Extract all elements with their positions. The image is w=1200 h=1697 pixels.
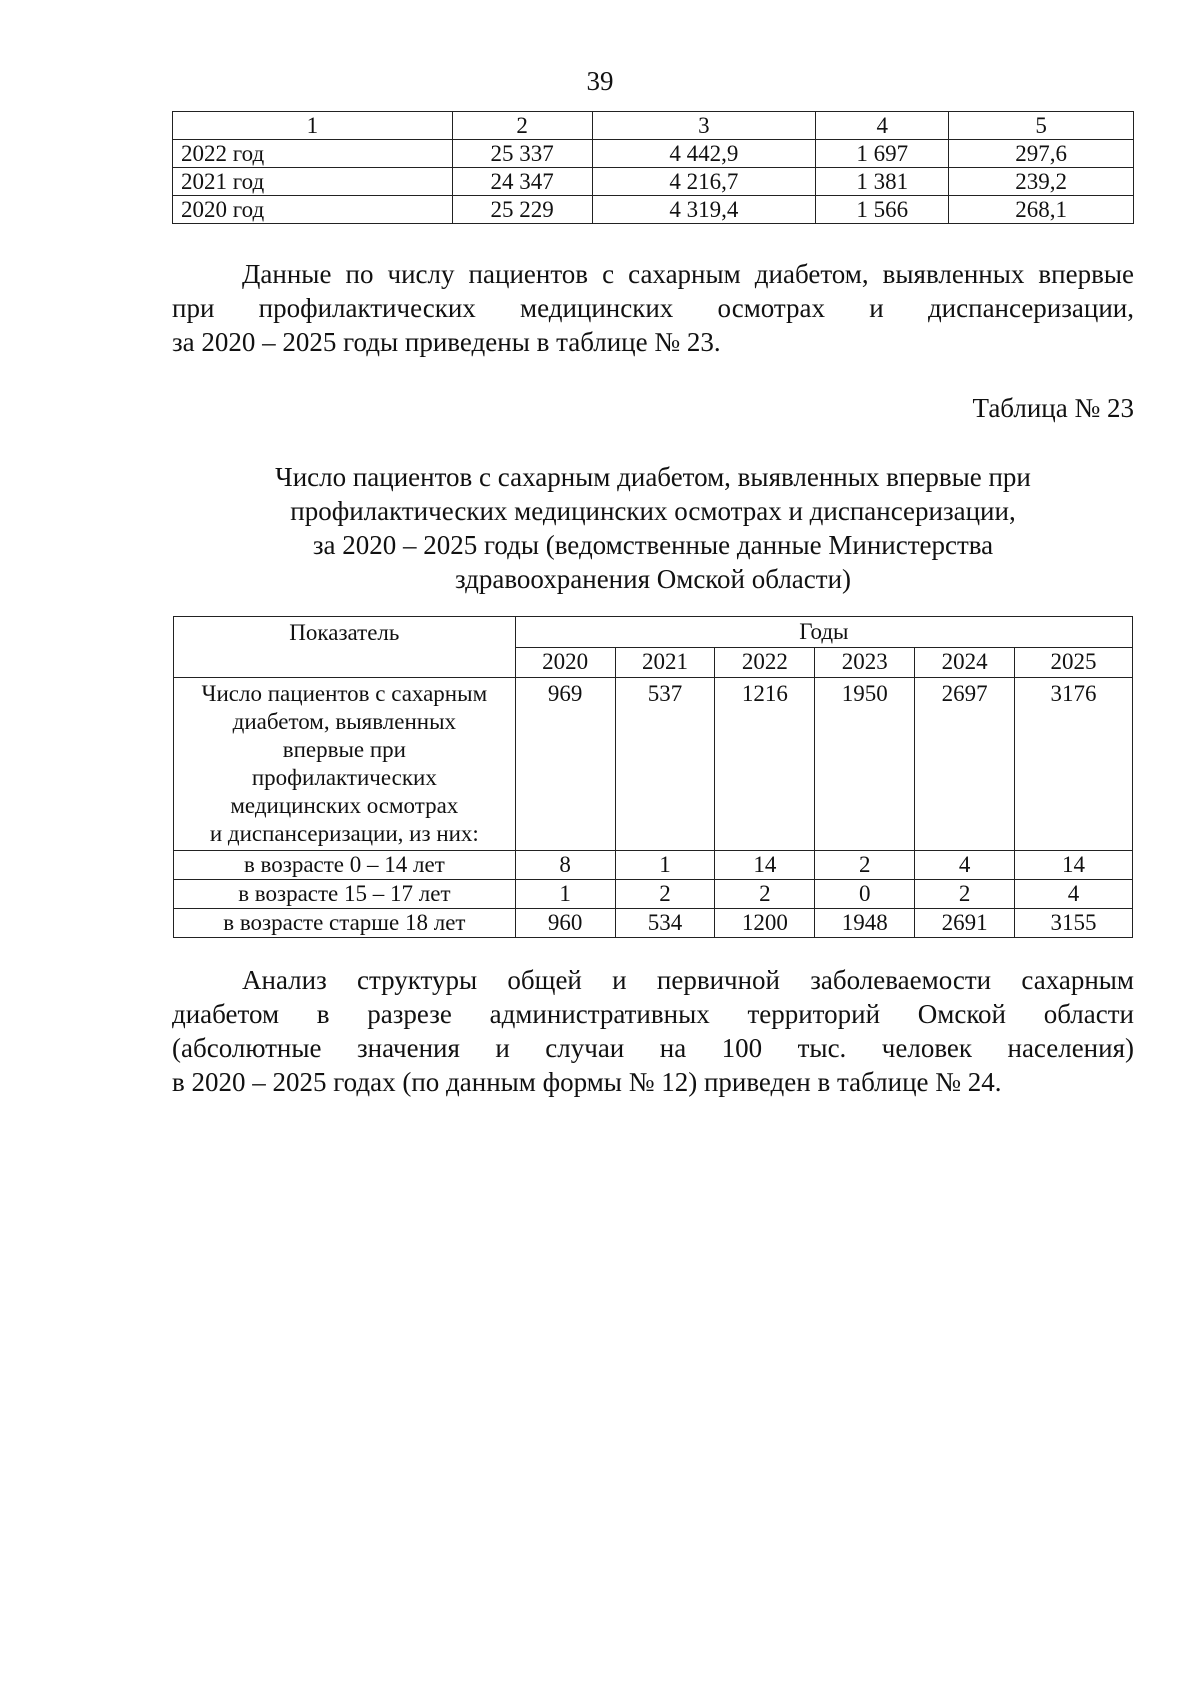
table-cell: 3155 <box>1015 909 1133 938</box>
table-cell: 2 <box>715 880 815 909</box>
paragraph-line: при профилактических медицинских осмотрах и диспансеризации, <box>172 293 1134 323</box>
table-cell: 25 337 <box>452 140 592 168</box>
table-cell: 8 <box>515 851 615 880</box>
table-cell: 1948 <box>815 909 915 938</box>
year-header: 2021 <box>615 647 715 678</box>
table-cell: 1 <box>515 880 615 909</box>
table-cell: 239,2 <box>949 168 1134 196</box>
table-cell: 4 319,4 <box>592 196 816 224</box>
table-cell: 0 <box>815 880 915 909</box>
table-row <box>173 140 1134 168</box>
table-row <box>173 196 1134 224</box>
table-cell: 2 <box>815 851 915 880</box>
table-row <box>173 168 1134 196</box>
intro-paragraph <box>172 257 1134 359</box>
table-cell: 4 216,7 <box>592 168 816 196</box>
table-cell: 14 <box>1015 851 1133 880</box>
table-cell: 297,6 <box>949 140 1134 168</box>
paragraph-line: за 2020 – 2025 годы приведены в таблице № 23. <box>172 327 721 357</box>
label-line: медицинских осмотрах <box>230 793 459 818</box>
paragraph-line: диабетом в разрезе административных территорий Омской области <box>172 999 1134 1029</box>
page-number: 39 <box>586 66 614 96</box>
table-row <box>174 880 1133 909</box>
table-cell: 2697 <box>915 678 1015 851</box>
table-cell: 1 <box>615 851 715 880</box>
years-header: Годы <box>515 617 1132 648</box>
table-cell: 969 <box>515 678 615 851</box>
table-header-row <box>173 112 1134 140</box>
column-number: 1 <box>173 112 453 140</box>
paragraph-line: Данные по числу пациентов с сахарным диабетом, выявленных впервые <box>242 259 1134 289</box>
label-line: и диспансеризации, из них: <box>209 821 479 846</box>
table-label: Таблица № 23 <box>972 393 1134 423</box>
table-header-row <box>174 617 1133 648</box>
year-header: 2020 <box>515 647 615 678</box>
table-cell: 1200 <box>715 909 815 938</box>
table-cell: 2691 <box>915 909 1015 938</box>
label-line: профилактических <box>251 765 437 790</box>
table-23 <box>173 616 1133 938</box>
table-row <box>174 909 1133 938</box>
title-line: профилактических медицинских осмотрах и диспансеризации, <box>290 496 1016 526</box>
paragraph-line: Анализ структуры общей и первичной заболеваемости сахарным <box>242 965 1134 995</box>
table-cell: 4 <box>1015 880 1133 909</box>
table-row <box>174 678 1133 851</box>
title-line: Число пациентов с сахарным диабетом, выявленных впервые при <box>275 462 1031 492</box>
table-cell: 2 <box>915 880 1015 909</box>
year-header: 2022 <box>715 647 815 678</box>
row-year: 2021 год <box>173 168 453 196</box>
table-cell: 24 347 <box>452 168 592 196</box>
row-year: 2020 год <box>173 196 453 224</box>
table-cell: 4 <box>915 851 1015 880</box>
age-group-label: в возрасте старше 18 лет <box>174 909 516 938</box>
table-cell: 1 381 <box>816 168 949 196</box>
age-group-label: в возрасте 0 – 14 лет <box>174 851 516 880</box>
table-cell: 14 <box>715 851 815 880</box>
paragraph-line: в 2020 – 2025 годах (по данным формы № 12) приведен в таблице № 24. <box>172 1067 1002 1097</box>
label-line: Число пациентов с сахарным <box>201 681 488 706</box>
indicator-label <box>174 678 516 851</box>
table-cell: 1216 <box>715 678 815 851</box>
year-header: 2023 <box>815 647 915 678</box>
year-header: 2024 <box>915 647 1015 678</box>
paragraph-line: (абсолютные значения и случаи на 100 тыс. человек населения) <box>172 1033 1134 1063</box>
table-cell: 1 697 <box>816 140 949 168</box>
table-cell: 1950 <box>815 678 915 851</box>
column-number: 4 <box>816 112 949 140</box>
year-header: 2025 <box>1015 647 1133 678</box>
title-line: здравоохранения Омской области) <box>454 564 852 594</box>
table-cell: 537 <box>615 678 715 851</box>
table-cell: 25 229 <box>452 196 592 224</box>
table-cell: 268,1 <box>949 196 1134 224</box>
table-cell: 960 <box>515 909 615 938</box>
indicator-header: Показатель <box>174 617 516 678</box>
table-cell: 4 442,9 <box>592 140 816 168</box>
table-cell: 534 <box>615 909 715 938</box>
table-title <box>172 460 1134 596</box>
continuation-table <box>172 111 1134 224</box>
row-year: 2022 год <box>173 140 453 168</box>
label-line: впервые при <box>282 737 406 762</box>
table-cell: 3176 <box>1015 678 1133 851</box>
column-number: 5 <box>949 112 1134 140</box>
title-line: за 2020 – 2025 годы (ведомственные данные Министерства <box>312 530 994 560</box>
table-row <box>174 851 1133 880</box>
age-group-label: в возрасте 15 – 17 лет <box>174 880 516 909</box>
column-number: 3 <box>592 112 816 140</box>
table-cell: 1 566 <box>816 196 949 224</box>
column-number: 2 <box>452 112 592 140</box>
analysis-paragraph <box>172 963 1134 1099</box>
label-line: диабетом, выявленных <box>232 709 457 734</box>
table-cell: 2 <box>615 880 715 909</box>
